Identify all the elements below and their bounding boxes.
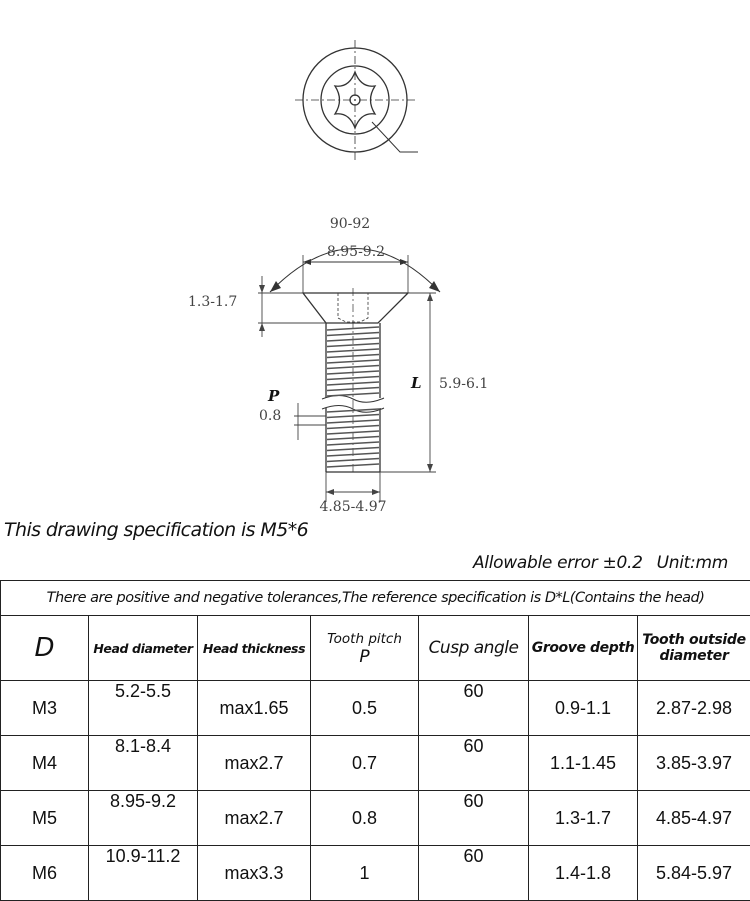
header-tooth-pitch-text: Tooth pitch bbox=[327, 631, 402, 647]
table-row bbox=[1, 846, 750, 901]
cell-groove-depth: 1.4-1.8 bbox=[529, 846, 638, 901]
header-head-diameter: Head diameter bbox=[89, 616, 198, 681]
cell-tooth-pitch: 0.7 bbox=[311, 736, 419, 791]
cell-tooth-pitch: 1 bbox=[311, 846, 419, 901]
header-head-thickness: Head thickness bbox=[198, 616, 311, 681]
head-thickness-label: 1.3-1.7 bbox=[188, 294, 237, 310]
tolerance-note bbox=[473, 553, 728, 573]
cell-cusp-angle: 60 bbox=[419, 681, 529, 736]
head-diameter-label: 8.95-9.2 bbox=[327, 244, 385, 260]
cell-cusp-angle: 60 bbox=[419, 846, 529, 901]
cell-d: M5 bbox=[1, 791, 89, 846]
pitch-label: 0.8 bbox=[259, 408, 281, 424]
cell-head-diameter: 5.2-5.5 bbox=[89, 681, 198, 736]
length-label: 5.9-6.1 bbox=[439, 376, 488, 392]
header-d: D bbox=[1, 616, 89, 681]
cell-head-thickness: max1.65 bbox=[198, 681, 311, 736]
cell-groove-depth: 0.9-1.1 bbox=[529, 681, 638, 736]
cell-head-diameter: 8.1-8.4 bbox=[89, 736, 198, 791]
thread-line bbox=[327, 459, 379, 462]
dimension-labels bbox=[188, 216, 488, 515]
cell-groove-depth: 1.1-1.45 bbox=[529, 736, 638, 791]
length-symbol: L bbox=[410, 374, 422, 392]
cell-groove-depth: 1.3-1.7 bbox=[529, 791, 638, 846]
cell-head-thickness: max2.7 bbox=[198, 791, 311, 846]
drawing-caption: This drawing specification is M5*6 bbox=[4, 519, 308, 541]
angle-label: 90-92 bbox=[330, 216, 370, 232]
head-top-view bbox=[295, 40, 418, 160]
pitch-symbol: P bbox=[267, 387, 280, 405]
header-tooth-pitch bbox=[311, 616, 419, 681]
table-row bbox=[1, 791, 750, 846]
table-note: There are positive and negative tolerances,The reference specification is D*L(Contains the head) bbox=[1, 581, 750, 616]
specification-table bbox=[0, 580, 750, 901]
header-groove-depth: Groove depth bbox=[529, 616, 638, 681]
header-tooth-pitch-symbol: P bbox=[311, 649, 418, 665]
cell-d: M3 bbox=[1, 681, 89, 736]
header-cusp-angle: Cusp angle bbox=[419, 616, 529, 681]
cell-head-thickness: max2.7 bbox=[198, 736, 311, 791]
screw-head bbox=[303, 293, 408, 323]
cell-tooth-outside-diameter: 5.84-5.97 bbox=[638, 846, 750, 901]
header-tooth-outside-diameter: Tooth outside diameter bbox=[638, 616, 750, 681]
cell-tooth-pitch: 0.8 bbox=[311, 791, 419, 846]
table-row bbox=[1, 681, 750, 736]
cell-cusp-angle: 60 bbox=[419, 791, 529, 846]
cell-cusp-angle: 60 bbox=[419, 736, 529, 791]
cell-tooth-outside-diameter: 2.87-2.98 bbox=[638, 681, 750, 736]
cell-head-diameter: 10.9-11.2 bbox=[89, 846, 198, 901]
cell-head-diameter: 8.95-9.2 bbox=[89, 791, 198, 846]
table-header-row bbox=[1, 616, 750, 681]
allowable-error: Allowable error ±0.2 bbox=[473, 553, 643, 573]
thread-diameter-label: 4.85-4.97 bbox=[319, 499, 386, 515]
table-row bbox=[1, 736, 750, 791]
cell-tooth-pitch: 0.5 bbox=[311, 681, 419, 736]
cell-tooth-outside-diameter: 3.85-3.97 bbox=[638, 736, 750, 791]
unit-label: Unit:mm bbox=[657, 553, 728, 573]
cell-d: M6 bbox=[1, 846, 89, 901]
cell-d: M4 bbox=[1, 736, 89, 791]
cell-tooth-outside-diameter: 4.85-4.97 bbox=[638, 791, 750, 846]
cell-head-thickness: max3.3 bbox=[198, 846, 311, 901]
thread-line bbox=[327, 349, 379, 352]
thread-line bbox=[327, 360, 379, 363]
